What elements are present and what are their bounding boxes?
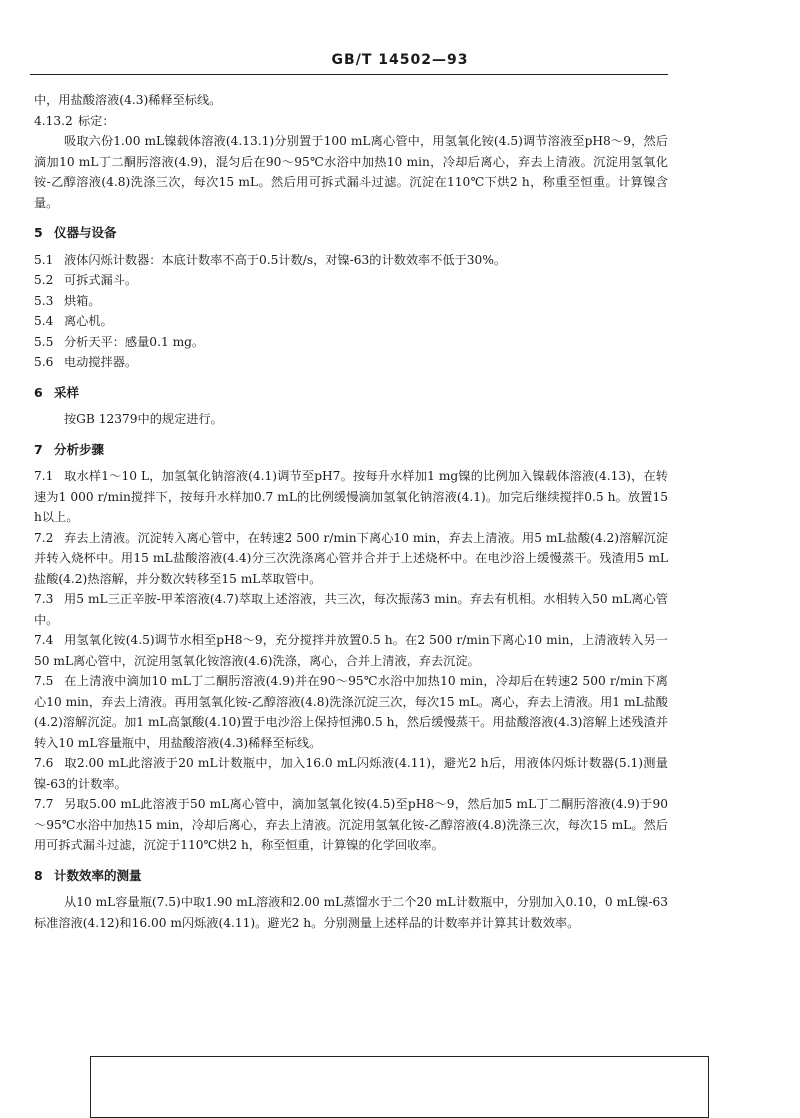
section-title: 仪器与设备 <box>54 225 117 240</box>
item-number: 5.6 <box>34 355 54 369</box>
section-number: 6 <box>34 384 43 400</box>
step-text: 取水样1～10 L，加氢氧化钠溶液(4.1)调节至pH7。按每升水样加1 mg镍的比例加入镍载体溶液(4.13)，在转速为1 000 r/min搅拌下，按每升水样加0.7 mL的比例缓慢滴加氢氧化钠溶液(4.1)。加完后继续搅拌0.5 h。放置15 h以上。 <box>34 469 668 524</box>
section-title: 分析步骤 <box>54 441 105 457</box>
list-item <box>34 250 668 271</box>
subsection-number: 4.13.2 <box>34 113 73 128</box>
section-8-heading <box>34 866 668 887</box>
list-item <box>34 332 668 353</box>
item-number: 5.2 <box>34 273 54 287</box>
item-number: 5.1 <box>34 252 54 267</box>
step-text: 用氢氧化铵(4.5)调节水相至pH8～9，充分搅拌并放置0.5 h。在2 500 r/min下离心10 min，上清液转入另一50 mL离心管中，沉淀用氢氧化铵溶液(4.6)洗涤，离心，合并上清液，弃去沉淀。 <box>34 633 668 668</box>
list-item <box>34 291 668 312</box>
subsection-4-13-2 <box>34 111 668 132</box>
step-text: 用5 mL三正辛胺-甲苯溶液(4.7)萃取上述溶液，共三次，每次振荡3 min。弃去有机相。水相转入50 mL离心管中。 <box>34 592 668 627</box>
section-title: 计数效率的测量 <box>54 867 142 883</box>
section-5-list <box>34 250 668 373</box>
section-7-heading <box>34 440 668 461</box>
efficiency-paragraph: 从10 mL容量瓶(7.5)中取1.90 mL溶液和2.00 mL蒸馏水于二个20 mL计数瓶中，分别加入0.10，0 mL镍-63标准溶液(4.12)和16.00 m闪烁液(4.11)。避光2 h。分别测量上述样品的计数率并计算其计数效率。 <box>34 895 668 930</box>
step-paragraph <box>34 630 668 671</box>
calibration-paragraph: 吸取六份1.00 mL镍载体溶液(4.13.1)分别置于100 mL离心管中，用氢氧化铵(4.5)调节溶液至pH8～9，然后滴加10 mL丁二酮肟溶液(4.9)，混匀后在90～95℃水浴中加热10 min，冷却后离心，弃去上清液。沉淀用氢氧化铵-乙醇溶液(4.8)洗涤三次，每次15 mL。然后用可拆式漏斗过滤。沉淀在110℃下烘2 h，称重至恒重。计算镍含量。 <box>34 134 668 210</box>
section-title: 采样 <box>54 384 80 400</box>
item-text: 电动搅拌器。 <box>64 355 138 369</box>
continuation-text: 中，用盐酸溶液(4.3)稀释至标线。 <box>34 93 222 107</box>
step-number: 7.5 <box>34 674 54 688</box>
step-text: 在上清液中滴加10 mL丁二酮肟溶液(4.9)并在90～95℃水浴中加热10 min，冷却后在转速2 500 r/min下离心10 min，弃去上清液。再用氢氧化铵-乙醇溶液(4.8)洗涤沉淀三次，每次15 mL。离心，弃去上清液。用1 mL盐酸(4.2)溶解沉淀。加1 mL高氯酸(4.10)置于电沙浴上保持恒沸0.5 h，然后缓慢蒸干。用盐酸溶液(4.3)溶解上述残渣并转入10 mL容量瓶中，用盐酸溶液(4.3)稀释至标线。 <box>34 674 668 750</box>
subsection-title: 标定： <box>78 113 115 128</box>
step-text: 取2.00 mL此溶液于20 mL计数瓶中，加入16.0 mL闪烁液(4.11)，避光2 h后，用液体闪烁计数器(5.1)测量镍-63的计数率。 <box>34 756 668 791</box>
list-item <box>34 352 668 373</box>
standard-number-header: GB/T 14502—93 <box>331 52 469 68</box>
section-number: 7 <box>34 441 43 457</box>
step-paragraph <box>34 753 668 794</box>
step-number: 7.4 <box>34 633 54 647</box>
step-paragraph <box>34 466 668 528</box>
item-text: 烘箱。 <box>64 293 101 308</box>
section-number: 5 <box>34 225 43 240</box>
item-text: 液体闪烁计数器：本底计数率不高于0.5计数/s，对镍-63的计数效率不低于30%。 <box>64 252 507 267</box>
step-paragraph <box>34 671 668 753</box>
list-item <box>34 270 668 291</box>
item-number: 5.4 <box>34 314 54 328</box>
step-number: 7.2 <box>34 530 54 545</box>
item-number: 5.5 <box>34 334 54 349</box>
step-number: 7.1 <box>34 469 54 483</box>
item-text: 离心机。 <box>64 314 113 328</box>
sampling-text: 按GB 12379中的规定进行。 <box>64 412 223 426</box>
section-number: 8 <box>34 867 43 883</box>
step-text: 弃去上清液。沉淀转入离心管中，在转速2 500 r/min下离心10 min，弃去上清液。用5 mL盐酸(4.2)溶解沉淀并转入烧杯中。用15 mL盐酸溶液(4.4)分三次洗涤离心管并合并于上述烧杯中。在电沙浴上缓慢蒸干。残渣用5 mL盐酸(4.2)热溶解，并分数次转移至15 mL萃取管中。 <box>34 530 668 586</box>
step-paragraph <box>34 794 668 856</box>
list-item <box>34 311 668 332</box>
step-text: 另取5.00 mL此溶液于50 mL离心管中，滴加氢氧化铵(4.5)至pH8～9，然后加5 mL丁二酮肟溶液(4.9)于90～95℃水浴中加热15 min，冷却后离心，弃去上清液。沉淀用氢氧化铵-乙醇溶液(4.8)洗涤三次，每次15 mL。然后用可拆式漏斗过滤，沉淀于110℃烘2 h，称至恒重，计算镍的化学回收率。 <box>34 797 668 852</box>
item-number: 5.3 <box>34 293 54 308</box>
step-number: 7.3 <box>34 592 54 606</box>
header-divider <box>30 74 668 75</box>
item-text: 分析天平：感量0.1 mg。 <box>64 334 205 349</box>
item-text: 可拆式漏斗。 <box>64 273 138 287</box>
section-5-heading <box>34 223 668 244</box>
step-number: 7.6 <box>34 756 54 770</box>
document-body <box>34 90 668 933</box>
step-number: 7.7 <box>34 797 54 811</box>
step-paragraph <box>34 528 668 590</box>
bottom-frame <box>90 1056 709 1118</box>
section-7-steps <box>34 466 668 856</box>
step-paragraph <box>34 589 668 630</box>
section-6-heading <box>34 383 668 404</box>
